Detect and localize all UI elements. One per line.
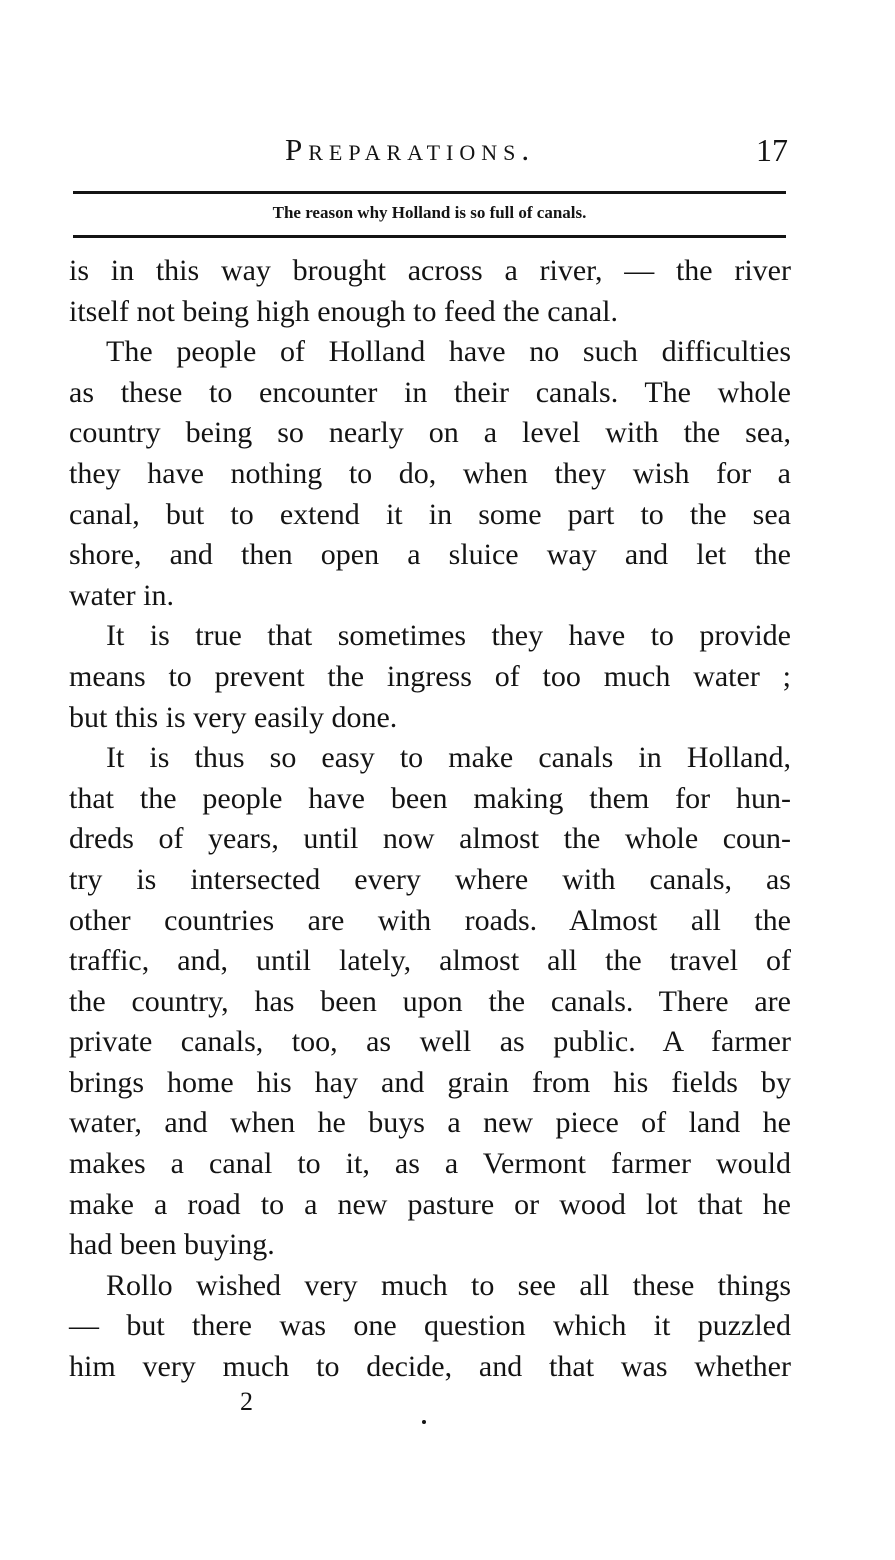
text-line: they have nothing to do, when they wish for a — [69, 456, 791, 490]
text-line: water, and when he buys a new piece of land he — [69, 1106, 791, 1140]
text-line: — but there was one question which it puzzled — [69, 1309, 791, 1343]
text-line: him very much to decide, and that was whether — [69, 1350, 791, 1384]
text-line: traffic, and, until lately, almost all the travel of — [69, 944, 791, 978]
running-head — [70, 132, 790, 176]
text-line: country being so nearly on a level with the sea, — [69, 416, 791, 450]
text-line: The people of Holland have no such difficulties — [106, 335, 791, 369]
text-line: is in this way brought across a river, — the river — [69, 254, 791, 287]
text-line: try is intersected every where with canals, as — [69, 862, 791, 896]
text-line: dreds of years, until now almost the whole coun- — [69, 822, 791, 856]
text-line: had been buying. — [69, 1228, 275, 1262]
signature-mark: 2 — [240, 1387, 253, 1416]
text-line: canal, but to extend it in some part to the sea — [69, 497, 791, 531]
text-line: the country, has been upon the canals. There are — [69, 984, 791, 1018]
text-line: water in. — [69, 578, 174, 612]
text-line: other countries are with roads. Almost all the — [69, 903, 791, 937]
text-line: shore, and then open a sluice way and let the — [69, 538, 791, 572]
text-line: means to prevent the ingress of too much water ; — [69, 659, 791, 693]
text-line: itself not being high enough to feed the canal. — [69, 294, 619, 328]
body-text — [69, 251, 791, 1388]
section-subheading: The reason why Holland is so full of canals. — [272, 203, 587, 222]
text-line: brings home his hay and grain from his fields by — [69, 1065, 791, 1099]
text-line: that the people have been making them for hun- — [69, 781, 791, 815]
text-line: It is thus so easy to make canals in Holland, — [106, 741, 791, 775]
text-line: but this is very easily done. — [69, 700, 398, 734]
text-line: Rollo wished very much to see all these things — [106, 1268, 791, 1302]
text-line: makes a canal to it, as a Vermont farmer would — [69, 1147, 791, 1181]
ink-speck — [422, 1420, 426, 1424]
text-line: It is true that sometimes they have to provide — [106, 619, 791, 653]
chapter-title: Preparations. — [285, 132, 536, 167]
text-line: private canals, too, as well as public. A farmer — [69, 1025, 791, 1059]
top-rule — [73, 191, 786, 194]
page-number: 17 — [756, 132, 788, 168]
text-line: as these to encounter in their canals. The whole — [69, 375, 791, 409]
text-line: make a road to a new pasture or wood lot that he — [69, 1187, 791, 1221]
bottom-rule — [73, 235, 786, 238]
